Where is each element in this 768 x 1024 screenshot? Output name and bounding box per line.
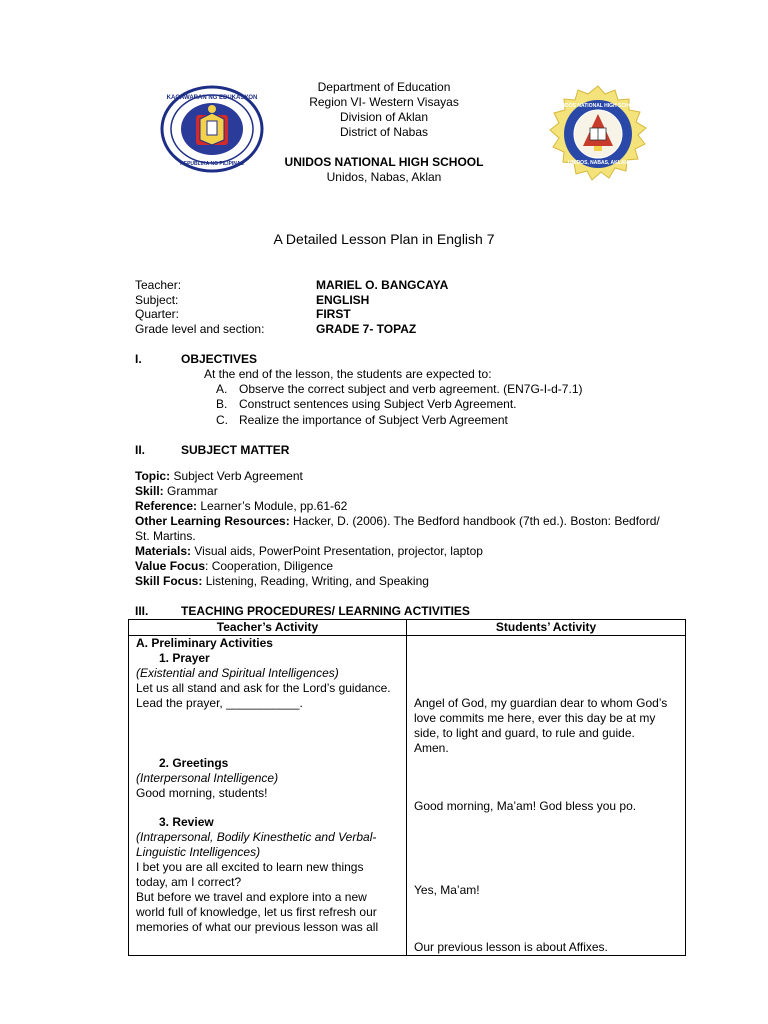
subject-matter-numeral: II. (135, 443, 146, 457)
topic-label: Topic: (135, 469, 171, 483)
review-note-line-2: Linguistic Intelligences) (136, 845, 261, 859)
greetings-title: 2. Greetings (159, 756, 229, 770)
table-header-row (129, 620, 686, 636)
objective-b-text: Construct sentences using Subject Verb Agreement. (239, 397, 517, 411)
value-focus-label: Value Focus (135, 559, 206, 573)
district-line: District of Nabas (339, 125, 429, 139)
teacher-activity-header: Teacher’s Activity (129, 620, 407, 636)
reference-row (135, 499, 347, 514)
skill-label: Skill: (135, 484, 164, 498)
teacher-label: Teacher: (135, 278, 182, 292)
quarter-value: FIRST (316, 307, 351, 321)
review-teacher-line-4: world full of knowledge, let us first refresh our (136, 905, 377, 919)
greetings-note: (Interpersonal Intelligence) (136, 771, 279, 785)
skill-value: Grammar (163, 484, 218, 498)
other-resources-value: Hacker, D. (2006). The Bedford handbook (7th ed.). Boston: Bedford/ (289, 514, 660, 528)
division-line: Division of Aklan (339, 110, 429, 124)
review-teacher-line-2: today, am I correct? (136, 875, 242, 889)
review-note-line-1: (Intrapersonal, Bodily Kinesthetic and Verbal- (136, 830, 377, 844)
objective-b-letter: B. (216, 397, 228, 411)
grade-section-label: Grade level and section: (135, 322, 265, 336)
prayer-teacher-line-1: Let us all stand and ask for the Lord’s guidance. (136, 681, 391, 695)
objectives-heading: OBJECTIVES (181, 352, 258, 366)
quarter-label: Quarter: (135, 307, 180, 321)
reference-label: Reference: (135, 499, 198, 513)
procedures-table (128, 619, 686, 956)
review-teacher-line-1: I bet you are all excited to learn new things (136, 860, 364, 874)
svg-text:KAGAWARAN NG EDUKASYON: KAGAWARAN NG EDUKASYON (166, 95, 258, 101)
grade-section-value: GRADE 7- TOPAZ (316, 322, 417, 336)
table-row (129, 636, 686, 956)
svg-text:UNIDOS NATIONAL HIGH SCHOOL: UNIDOS NATIONAL HIGH SCHOOL (556, 103, 640, 109)
teacher-value: MARIEL O. BANGCAYA (316, 278, 449, 292)
value-focus-row (135, 559, 333, 574)
review-student-line-1: Yes, Ma’am! (414, 883, 480, 897)
region-line: Region VI- Western Visayas (309, 95, 459, 109)
skill-focus-value: Listening, Reading, Writing, and Speaking (202, 574, 429, 588)
prayer-title: 1. Prayer (159, 651, 210, 665)
topic-row (135, 469, 303, 484)
school-address: Unidos, Nabas, Aklan (326, 170, 442, 184)
teacher-activity-cell (129, 636, 407, 956)
svg-text:UNIDOS, NABAS, AKLAN: UNIDOS, NABAS, AKLAN (567, 160, 629, 166)
prayer-teacher-line-2: Lead the prayer, ___________. (136, 696, 303, 710)
objective-c-letter: C. (216, 413, 228, 427)
review-student-line-2: Our previous lesson is about Affixes. (414, 940, 608, 954)
objective-a-text: Observe the correct subject and verb agreement. (EN7G-I-d-7.1) (239, 382, 583, 396)
objective-c-text: Realize the importance of Subject Verb Agreement (239, 413, 508, 427)
skill-focus-label: Skill Focus: (135, 574, 203, 588)
students-activity-cell (407, 636, 686, 956)
department-line: Department of Education (317, 80, 451, 94)
other-resources-continued: St. Martins. (135, 529, 196, 543)
document-title: A Detailed Lesson Plan in English 7 (273, 231, 495, 247)
other-resources-label: Other Learning Resources: (135, 514, 290, 528)
materials-label: Materials: (135, 544, 192, 558)
subject-value: ENGLISH (316, 293, 370, 307)
prayer-student-line-1: Angel of God, my guardian dear to whom God’s (414, 696, 668, 710)
procedures-heading: TEACHING PROCEDURES/ LEARNING ACTIVITIES (181, 604, 470, 618)
school-name: UNIDOS NATIONAL HIGH SCHOOL (284, 155, 484, 169)
svg-text:REPUBLIKA NG PILIPINAS: REPUBLIKA NG PILIPINAS (180, 161, 244, 167)
objective-a-letter: A. (216, 382, 228, 396)
skill-row (135, 484, 218, 499)
other-resources-row (135, 514, 660, 529)
students-activity-header: Students’ Activity (407, 620, 686, 636)
review-teacher-line-3: But before we travel and explore into a new (136, 890, 367, 904)
review-teacher-line-5: memories of what our previous lesson was all (136, 920, 379, 934)
reference-value: Learner’s Module, pp.61-62 (197, 499, 348, 513)
materials-value: Visual aids, PowerPoint Presentation, projector, laptop (191, 544, 483, 558)
objectives-intro: At the end of the lesson, the students are expected to: (204, 367, 492, 381)
objectives-numeral: I. (135, 352, 142, 366)
value-focus-value: : Cooperation, Diligence (205, 559, 334, 573)
greetings-teacher-line: Good morning, students! (136, 786, 268, 800)
section-a-heading: A. Preliminary Activities (136, 636, 273, 650)
prayer-note: (Existential and Spiritual Intelligences) (136, 666, 339, 680)
review-title: 3. Review (159, 815, 214, 829)
procedures-numeral: III. (135, 604, 149, 618)
prayer-student-line-3: side, to light and guard, to rule and guide. (414, 726, 635, 740)
skill-focus-row (135, 574, 429, 589)
greetings-student-line: Good morning, Ma’am! God bless you po. (414, 799, 637, 813)
prayer-student-line-4: Amen. (414, 741, 449, 755)
prayer-student-line-2: love commits me here, ever this day be at my (414, 711, 656, 725)
materials-row (135, 544, 483, 559)
topic-value: Subject Verb Agreement (170, 469, 303, 483)
subject-matter-heading: SUBJECT MATTER (181, 443, 290, 457)
subject-label: Subject: (135, 293, 179, 307)
